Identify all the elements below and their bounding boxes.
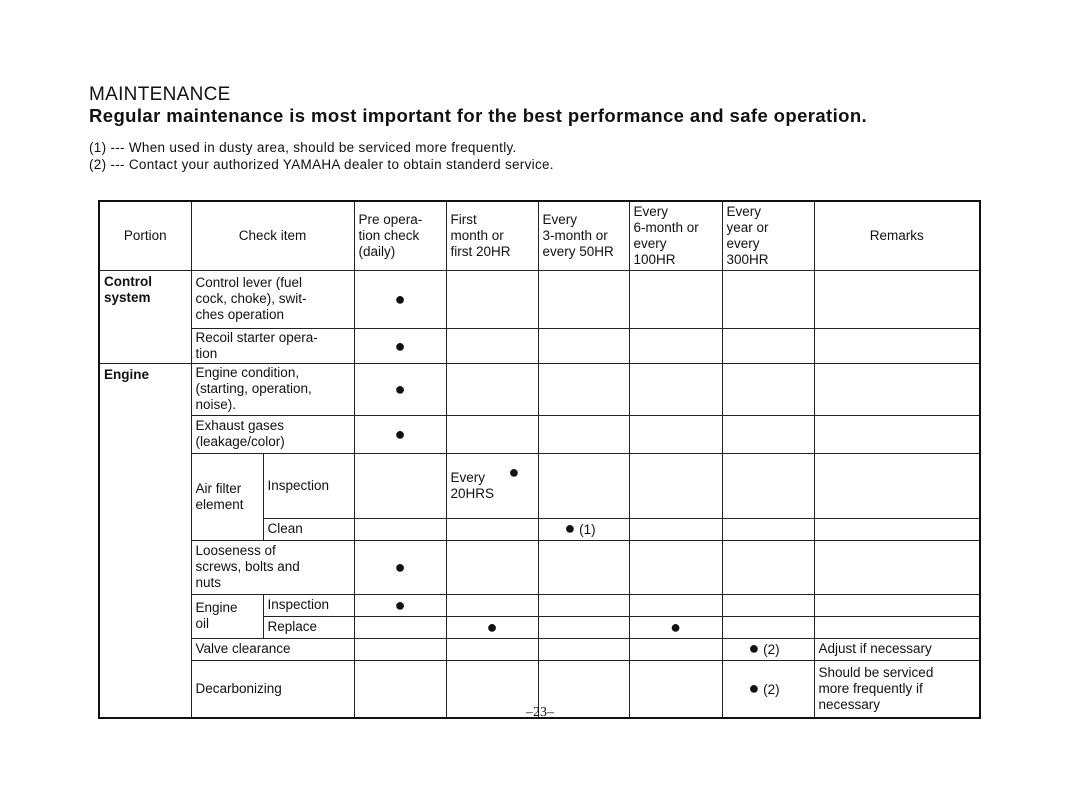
note-2: (2) --- Contact your authorized YAMAHA dealer to obtain standerd service.: [89, 157, 554, 172]
table-row: [99, 363, 980, 415]
table-row: [99, 328, 980, 363]
mark: ●: [354, 540, 446, 594]
header-portion: Portion: [99, 201, 191, 270]
page-number: –23–: [526, 705, 554, 720]
header-3-month: Every 3-month or every 50HR: [538, 201, 629, 270]
note-1: (1) --- When used in dusty area, should be serviced more frequently.: [89, 140, 517, 155]
mark: ●: [354, 328, 446, 363]
note-ref-2: (2): [763, 681, 780, 697]
mark: ●: [748, 638, 760, 658]
table-row: [99, 453, 980, 518]
header-year: Every year or every 300HR: [722, 201, 814, 270]
mark: ●: [446, 616, 538, 638]
maintenance-table: [98, 200, 981, 719]
remark-valve: Adjust if necessary: [814, 638, 980, 660]
item-decarbonizing: Decarbonizing: [191, 660, 354, 718]
portion-engine: Engine: [99, 363, 191, 718]
table-row: [99, 638, 980, 660]
table-row: [99, 270, 980, 328]
header-remarks: Remarks: [814, 201, 980, 270]
header-first-month: First month or first 20HR: [446, 201, 538, 270]
mark: ●: [354, 363, 446, 415]
item-engine-condition: Engine condition, (starting, operation, noise).: [191, 363, 354, 415]
item-oil-replace: Replace: [263, 616, 354, 638]
table-row: [99, 540, 980, 594]
item-engine-oil: Engine oil: [191, 594, 263, 638]
item-valve-clearance: Valve clearance: [191, 638, 354, 660]
mark: ●: [508, 461, 520, 482]
mark: ●: [564, 518, 576, 538]
item-looseness: Looseness of screws, bolts and nuts: [191, 540, 354, 594]
header-6-month: Every 6-month or every 100HR: [629, 201, 722, 270]
page-title: MAINTENANCE: [89, 84, 231, 105]
air-filter-every-20hrs: Every 20HRS: [450, 469, 495, 501]
item-control-lever: Control lever (fuel cock, choke), swit- ches operation: [191, 270, 354, 328]
note-ref-2: (2): [763, 642, 780, 657]
table-row: [99, 415, 980, 453]
mark: ●: [748, 677, 760, 698]
item-exhaust-gases: Exhaust gases (leakage/color): [191, 415, 354, 453]
item-air-filter-inspection: Inspection: [263, 453, 354, 518]
item-air-filter-clean: Clean: [263, 518, 354, 540]
header-check-item: Check item: [191, 201, 354, 270]
mark: ●: [629, 616, 722, 638]
note-ref-1: (1): [579, 522, 596, 537]
page-subtitle: Regular maintenance is most important for the best performance and safe operation.: [89, 105, 868, 126]
mark: ●: [354, 415, 446, 453]
header-pre-operation: Pre opera- tion check (daily): [354, 201, 446, 270]
item-oil-inspection: Inspection: [263, 594, 354, 616]
item-air-filter: Air filter element: [191, 453, 263, 540]
portion-control-system: Control system: [99, 270, 191, 363]
remark-decarbonizing: Should be serviced more frequently if necessary: [814, 660, 980, 718]
mark: ●: [354, 270, 446, 328]
mark: ●: [354, 594, 446, 616]
item-recoil-starter: Recoil starter opera- tion: [191, 328, 354, 363]
table-row: [99, 594, 980, 616]
